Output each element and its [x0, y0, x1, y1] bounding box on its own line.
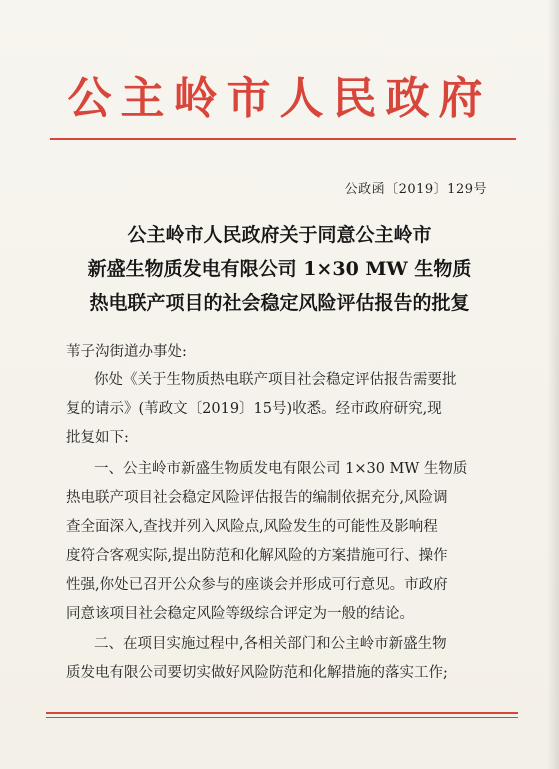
title-line: 新盛生物质发电有限公司 1×30 MW 生物质: [87, 258, 472, 280]
paragraph-line: 二、在项目实施过程中,各相关部门和公主岭市新盛生物: [94, 636, 447, 652]
paragraph-line: 质发电有限公司要切实做好风险防范和化解措施的落实工作;: [66, 665, 448, 681]
paragraph-line: 批复如下:: [66, 430, 129, 446]
red-separator-bottom: [46, 712, 518, 714]
paragraph-line: 同意该项目社会稳定风险等级综合评定为一般的结论。: [66, 606, 414, 622]
paragraph-line: 查全面深入,查找并列入风险点,风险发生的可能性及影响程: [66, 519, 438, 535]
paragraph-1: [66, 366, 506, 453]
paragraph-2: [66, 455, 506, 629]
paragraph-line: 性强,你处已召开公众参与的座谈会并形成可行意见。市政府: [66, 577, 448, 593]
paragraph-3: [66, 630, 506, 688]
document-title: [30, 218, 529, 320]
red-separator-top: [50, 138, 516, 140]
paragraph-line: 复的请示》(苇政文〔2019〕15号)收悉。经市政府研究,现: [66, 401, 442, 417]
red-separator-bottom-thin: [46, 717, 518, 718]
paragraph-line: 度符合客观实际,提出防范和化解风险的方案措施可行、操作: [66, 548, 448, 564]
title-line: 热电联产项目的社会稳定风险评估报告的批复: [89, 292, 470, 314]
document-number: 公政函〔2019〕129号: [344, 182, 487, 197]
recipient: 苇子沟街道办事处:: [66, 344, 187, 360]
title-line: 公主岭市人民政府关于同意公主岭市: [127, 224, 432, 246]
paragraph-line: 一、公主岭市新盛生物质发电有限公司 1×30 MW 生物质: [94, 461, 468, 477]
paragraph-line: 热电联产项目社会稳定风险评估报告的编制依据充分,风险调: [66, 490, 448, 506]
issuing-authority-header: 公主岭市人民政府: [67, 73, 492, 124]
paragraph-line: 你处《关于生物质热电联产项目社会稳定评估报告需要批: [94, 372, 457, 388]
